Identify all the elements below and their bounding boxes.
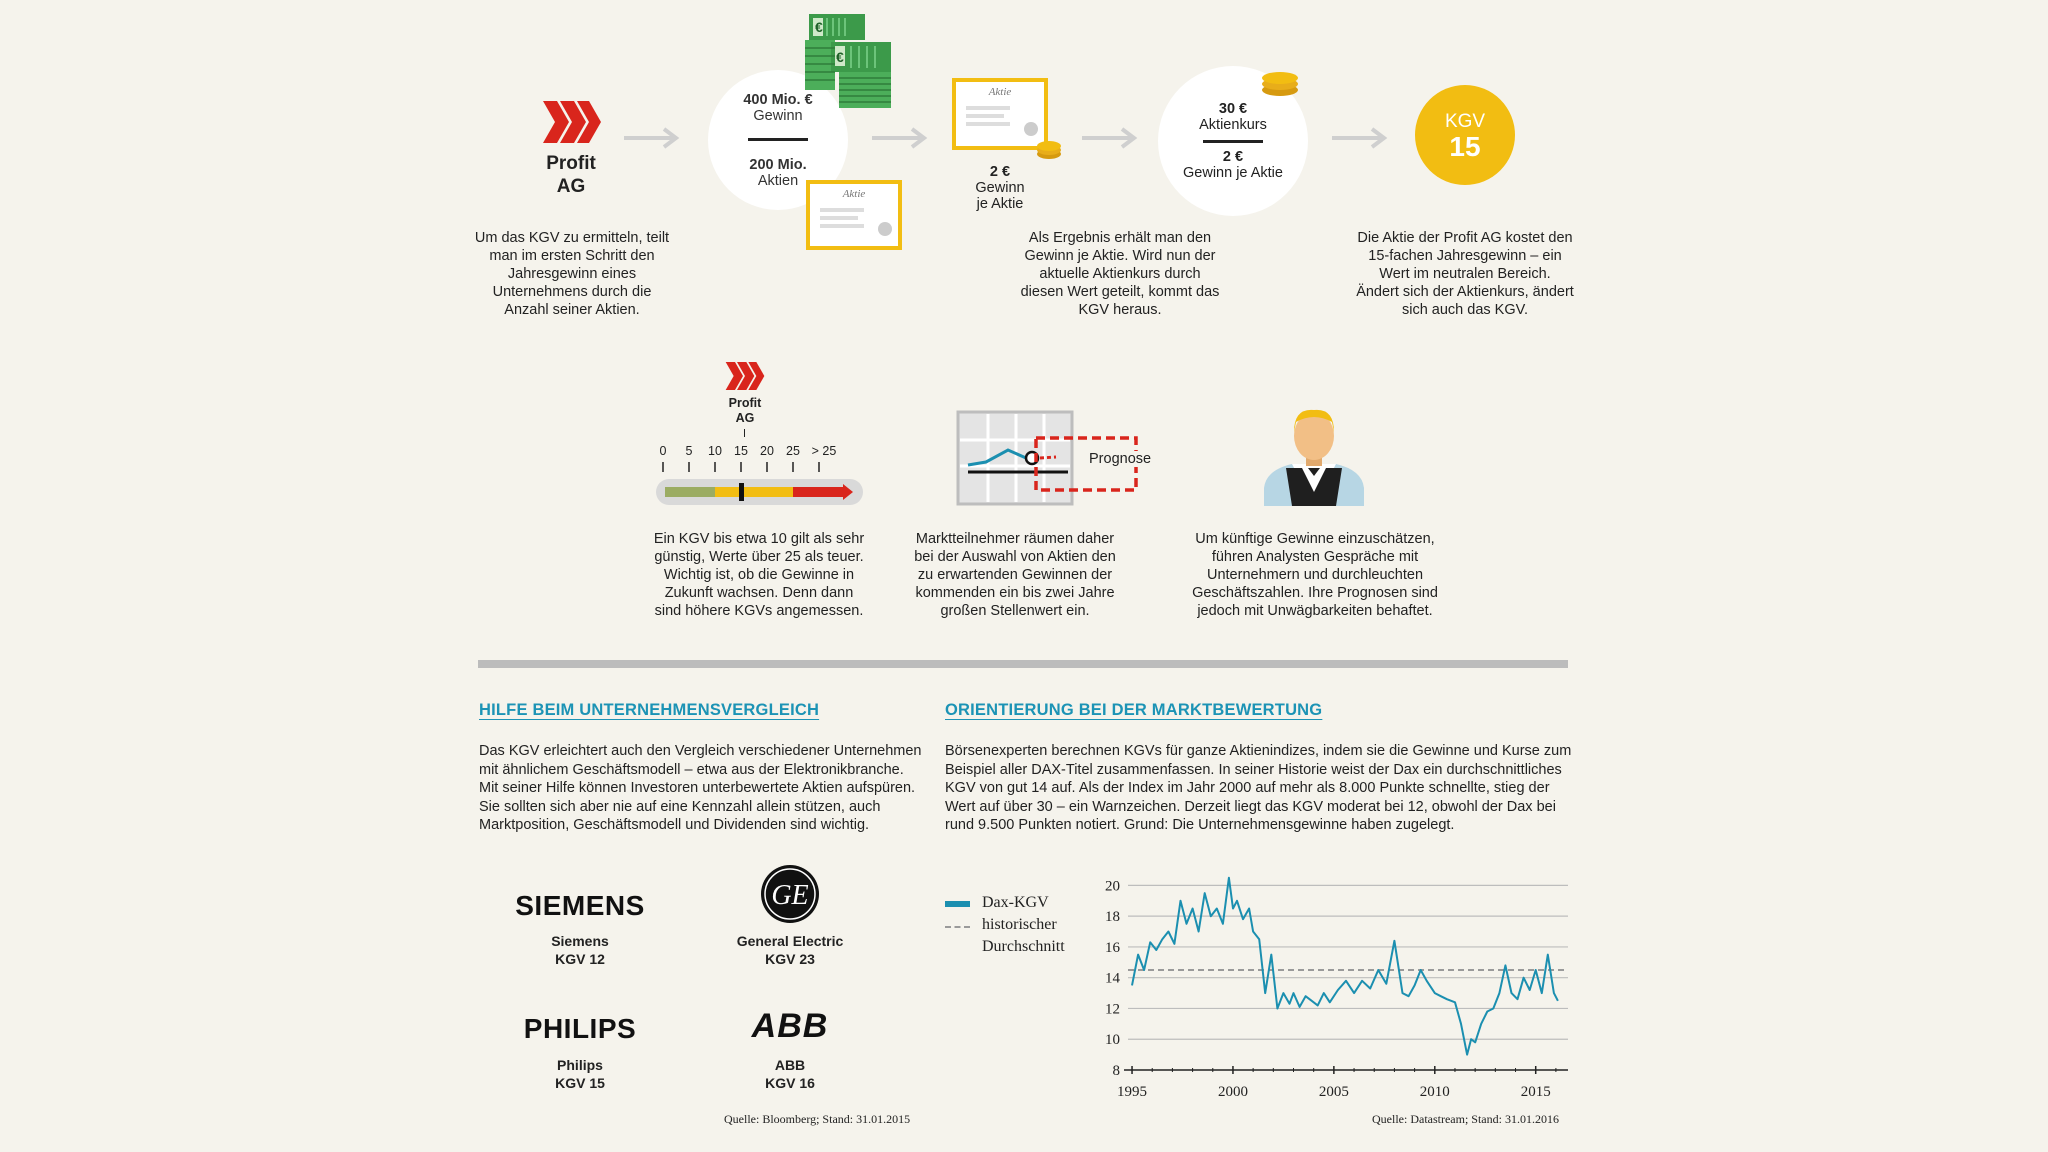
scale-tick-label: 25 (786, 444, 800, 458)
legend-swatch-kgv (945, 901, 970, 907)
scale-logo-suffix: AG (735, 411, 755, 425)
eps-label-1: Gewinn (975, 180, 1025, 196)
dax-kgv-line (1132, 878, 1558, 1055)
x-tick-label: 2005 (1318, 1084, 1349, 1100)
scale-tick-label: 20 (760, 444, 774, 458)
company-kgv: KGV 23 (765, 951, 815, 967)
svg-text:€: € (836, 49, 844, 65)
company-name: General Electric (736, 933, 844, 949)
y-tick-label: 10 (1105, 1032, 1120, 1049)
company-name: Philips (557, 1057, 603, 1073)
forecast-description: Marktteilnehmer räumen daher bei der Auswahl von Aktien den zu erwartenden Gewinnen der kommenden ein bis zwei Jahre großen Stellenwert ein. (914, 531, 1116, 619)
price-label: Aktienkurs (1199, 117, 1267, 133)
company-kgv: KGV 16 (765, 1075, 815, 1091)
certificate-label: Aktie (988, 86, 1012, 98)
logo-suffix: AG (556, 176, 586, 197)
market-source: Quelle: Datastream; Stand: 31.01.2016 (1372, 1112, 1559, 1126)
eps-label-2: je Aktie (976, 196, 1024, 212)
scale-tick-label: > 25 (811, 444, 837, 458)
legend-swatch-average (945, 926, 970, 928)
market-title: ORIENTIERUNG BEI DER MARKTBEWERTUNG (945, 701, 1323, 719)
arrow-right-icon (1330, 127, 1388, 149)
profit-label: Gewinn (753, 108, 803, 124)
kgv-scale-bar (655, 462, 865, 506)
scale-description: Ein KGV bis etwa 10 gilt als sehr günstig, Werte über 25 als teuer. Wichtig ist, ob die Gewinne in Zukunft wachsen. Denn dann sind höhere KGVs angemessen. (653, 531, 865, 619)
step1-description: Um das KGV zu ermitteln, teilt man im ersten Schritt den Jahresgewinn eines Unternehmens durch die Anzahl seiner Aktien. (474, 230, 670, 318)
y-tick-label: 20 (1105, 878, 1120, 895)
company-kgv: KGV 15 (555, 1075, 605, 1091)
fraction-line (1203, 140, 1263, 143)
legend-label-average: historischer Durchschnitt (982, 916, 1065, 955)
coins-icon (1260, 68, 1300, 98)
eps-label-2b: Gewinn je Aktie (1183, 165, 1283, 181)
y-tick-label: 8 (1112, 1063, 1120, 1079)
legend-label-kgv: Dax-KGV (982, 894, 1049, 911)
scale-tick-label: 15 (734, 444, 748, 458)
x-tick-label: 2000 (1217, 1084, 1248, 1100)
price-value: 30 € (1218, 101, 1248, 117)
kgv-value: 15 (1449, 131, 1481, 162)
step5-description: Die Aktie der Profit AG kostet den 15-fachen Jahresgewinn – ein Wert im neutralen Bereich. Ändert sich der Aktienkurs, ändert sich auch das KGV. (1356, 230, 1574, 318)
eps-value-2: 2 € (1222, 149, 1244, 165)
abb-logo: ABB (751, 1007, 829, 1045)
x-tick-label: 2010 (1419, 1084, 1450, 1100)
scale-tick-label: 5 (685, 444, 693, 458)
share-certificate-icon (806, 180, 902, 250)
scale-tick-label: 10 (708, 444, 722, 458)
comparison-source: Quelle: Bloomberg; Stand: 31.01.2015 (724, 1112, 911, 1126)
company-kgv: KGV 12 (555, 951, 605, 967)
y-tick-label: 18 (1105, 909, 1120, 926)
ge-monogram: GE (771, 880, 809, 911)
shares-value: 200 Mio. (749, 157, 807, 173)
dax-kgv-chart (1100, 860, 1580, 1100)
profit-ag-logo (725, 362, 765, 390)
general-electric-logo (760, 864, 820, 924)
philips-logo: PHILIPS (523, 1013, 637, 1044)
company-name: ABB (774, 1057, 806, 1073)
logo-name: Profit (546, 153, 596, 174)
shares-label: Aktien (757, 173, 799, 189)
y-tick-label: 12 (1105, 1001, 1120, 1018)
arrow-right-icon (1080, 127, 1138, 149)
share-certificate-icon (952, 78, 1048, 150)
arrow-right-icon (622, 127, 680, 149)
certificate-label: Aktie (842, 188, 866, 200)
arrow-right-icon (870, 127, 928, 149)
profit-ag-logo (543, 101, 601, 143)
eps-value: 2 € (989, 164, 1011, 180)
comparison-title: HILFE BEIM UNTERNEHMENSVERGLEICH (479, 701, 820, 719)
scale-tick-label: 0 (659, 444, 667, 458)
svg-text:€: € (815, 19, 823, 35)
forecast-label: Prognose (1086, 451, 1154, 467)
company-name: Siemens (551, 933, 609, 949)
coins-icon (1036, 138, 1062, 160)
y-tick-label: 14 (1105, 970, 1120, 987)
step3-description: Als Ergebnis erhält man den Gewinn je Aktie. Wird nun der aktuelle Aktienkurs durch diesen Wert geteilt, kommt das KGV heraus. (1020, 230, 1220, 318)
y-tick-label: 16 (1105, 939, 1120, 956)
kgv-scale-ticks (650, 444, 870, 460)
siemens-logo: SIEMENS (515, 890, 645, 921)
analyst-description: Um künftige Gewinne einzuschätzen, führen Analysten Gespräche mit Unternehmern und durchleuchten Geschäftszahlen. Ihre Prognosen sind jedoch mit Unwägbarkeiten behaftet. (1192, 531, 1438, 619)
comparison-paragraph: Das KGV erleichtert auch den Vergleich verschiedener Unternehmen mit ähnlichem Geschäftsmodell – etwa aus der Elektronikbranche. Mit seiner Hilfe können Investoren unterbewertete Aktien aufspüren. Sie sollten sich aber nie auf eine Kennzahl allein stützen, auch Marktposition, Geschäftsmodell und Dividenden sind wichtig. (479, 743, 922, 833)
scale-logo-name: Profit (728, 396, 762, 410)
money-stack-icon (803, 12, 895, 110)
kgv-label: KGV (1444, 111, 1486, 132)
market-paragraph: Börsenexperten berechnen KGVs für ganze Aktienindizes, indem sie die Gewinne und Kurse zum Beispiel aller DAX-Titel zusammenfassen. In seiner Historie weist der Dax ein durchschnittliches KGV von gut 14 auf. Als der Index im Jahr 2000 auf mehr als 8.000 Punkte schnellte, stieg der Wert auf über 30 – ein Warnzeichen. Derzeit liegt das KGV moderat bei 12, obwohl der Dax bei rund 9.500 Punkten notiert. Grund: Die Unternehmensgewinne haben zugelegt. (945, 743, 1572, 833)
analyst-icon (1262, 408, 1366, 506)
fraction-line (748, 138, 808, 141)
x-tick-label: 1995 (1117, 1084, 1148, 1100)
section-divider (478, 660, 1568, 668)
profit-value: 400 Mio. € (743, 92, 813, 108)
x-tick-label: 2015 (1520, 1084, 1551, 1100)
